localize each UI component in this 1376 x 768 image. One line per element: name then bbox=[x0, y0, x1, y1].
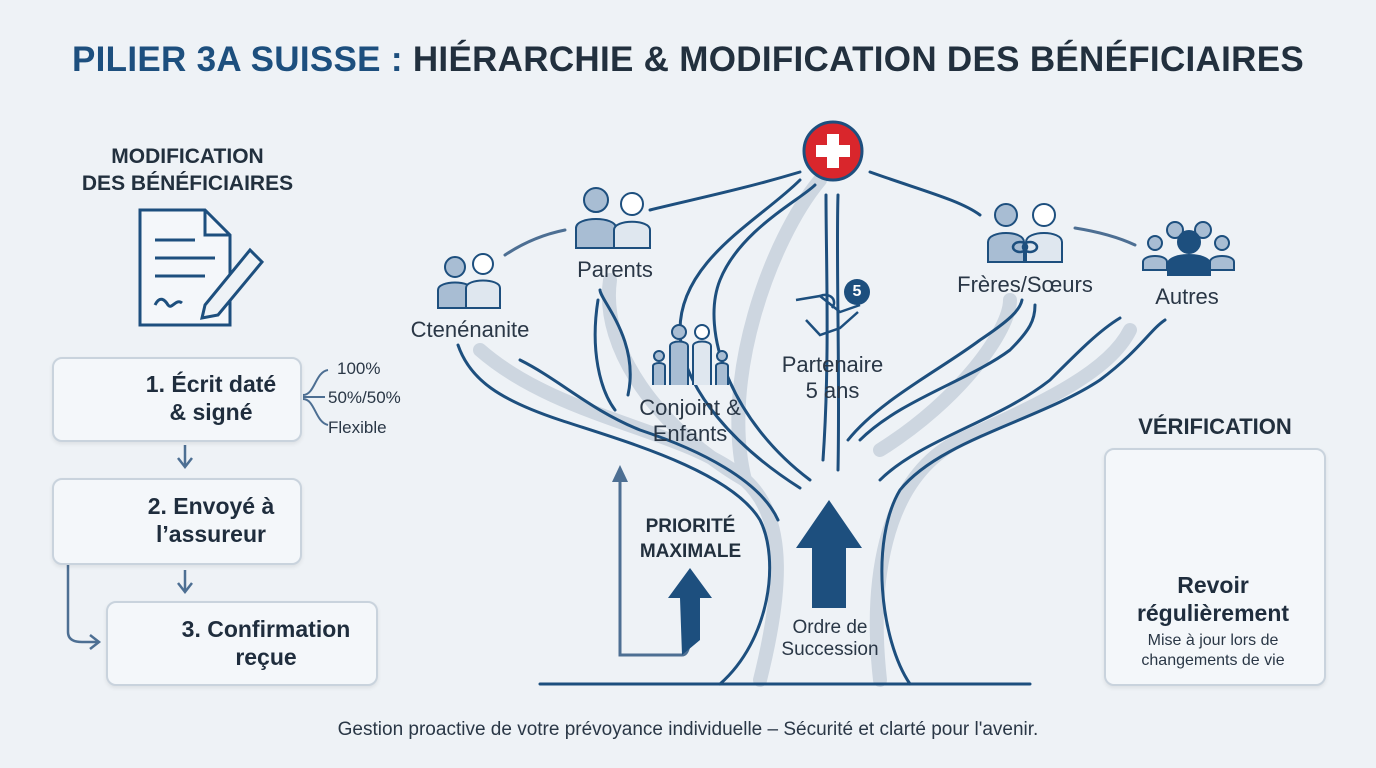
priority-arrow-head bbox=[668, 568, 712, 655]
succession-label bbox=[770, 617, 890, 661]
others-group-icon bbox=[1143, 222, 1234, 275]
partenaire-badge: 5 bbox=[852, 283, 862, 300]
modification-heading-line2: DES BÉNÉFICIAIRES bbox=[81, 172, 294, 195]
step-1-line2: & signé bbox=[169, 399, 253, 425]
option-flexible: Flexible bbox=[328, 418, 387, 437]
priority-line1: PRIORITÉ bbox=[645, 516, 736, 537]
step-3-label bbox=[166, 615, 366, 671]
verification-sub-line1: Mise à jour lors de bbox=[1147, 632, 1279, 649]
verification-title bbox=[1108, 571, 1318, 627]
signed-document-icon-large bbox=[140, 210, 262, 325]
step-1-line1: 1. Écrit daté bbox=[145, 371, 277, 397]
label-ctenenanite: Ctenénanite bbox=[410, 317, 530, 342]
label-partenaire-line2: 5 ans bbox=[805, 378, 860, 403]
succession-line2: Succession bbox=[781, 639, 879, 660]
option-100: 100% bbox=[337, 359, 381, 378]
succession-line1: Ordre de bbox=[792, 617, 868, 638]
succession-arrow bbox=[796, 500, 862, 608]
label-partenaire bbox=[760, 352, 905, 404]
title-part2: HIÉRARCHIE & MODIFICATION DES BÉNÉFICIAIRES bbox=[412, 40, 1305, 79]
label-conjoint-line2: Enfants bbox=[652, 421, 728, 446]
options-brace bbox=[303, 370, 328, 425]
verification-title-line1: Revoir bbox=[1177, 572, 1249, 598]
label-conjoint-enfants bbox=[620, 395, 760, 447]
verification-title-line2: régulièrement bbox=[1136, 600, 1290, 626]
option-50-50: 50%/50% bbox=[328, 388, 401, 407]
step-2-label bbox=[128, 492, 294, 548]
modification-heading bbox=[60, 143, 315, 197]
title-part1: PILIER 3A SUISSE : bbox=[71, 40, 403, 79]
siblings-people-icon bbox=[988, 204, 1062, 262]
priority-line2: MAXIMALE bbox=[639, 541, 742, 562]
step-2-line1: 2. Envoyé à bbox=[147, 493, 275, 519]
step-2-line2: l’assureur bbox=[156, 521, 266, 547]
verification-sub-line2: changements de vie bbox=[1141, 652, 1285, 669]
modification-heading-line1: MODIFICATION bbox=[111, 145, 264, 168]
priority-label bbox=[628, 514, 753, 564]
label-freres-soeurs: Frères/Sœurs bbox=[957, 272, 1093, 297]
label-conjoint-line1: Conjoint & bbox=[639, 395, 741, 420]
verification-subtitle bbox=[1108, 631, 1318, 671]
label-parents: Parents bbox=[577, 257, 653, 282]
step-3-line1: 3. Confirmation bbox=[181, 616, 351, 642]
step-3-line2: reçue bbox=[235, 644, 297, 670]
swiss-flag-icon bbox=[804, 122, 862, 180]
label-partenaire-line1: Partenaire bbox=[781, 352, 884, 377]
label-autres: Autres bbox=[1155, 284, 1219, 309]
step-1-label bbox=[128, 370, 294, 426]
parents-people-icon bbox=[576, 188, 650, 248]
verification-heading: VÉRIFICATION bbox=[1138, 414, 1292, 439]
ctenenanite-people-icon bbox=[438, 254, 500, 308]
footer-text: Gestion proactive de votre prévoyance individuelle – Sécurité et clarté pour l'avenir. bbox=[337, 719, 1039, 740]
